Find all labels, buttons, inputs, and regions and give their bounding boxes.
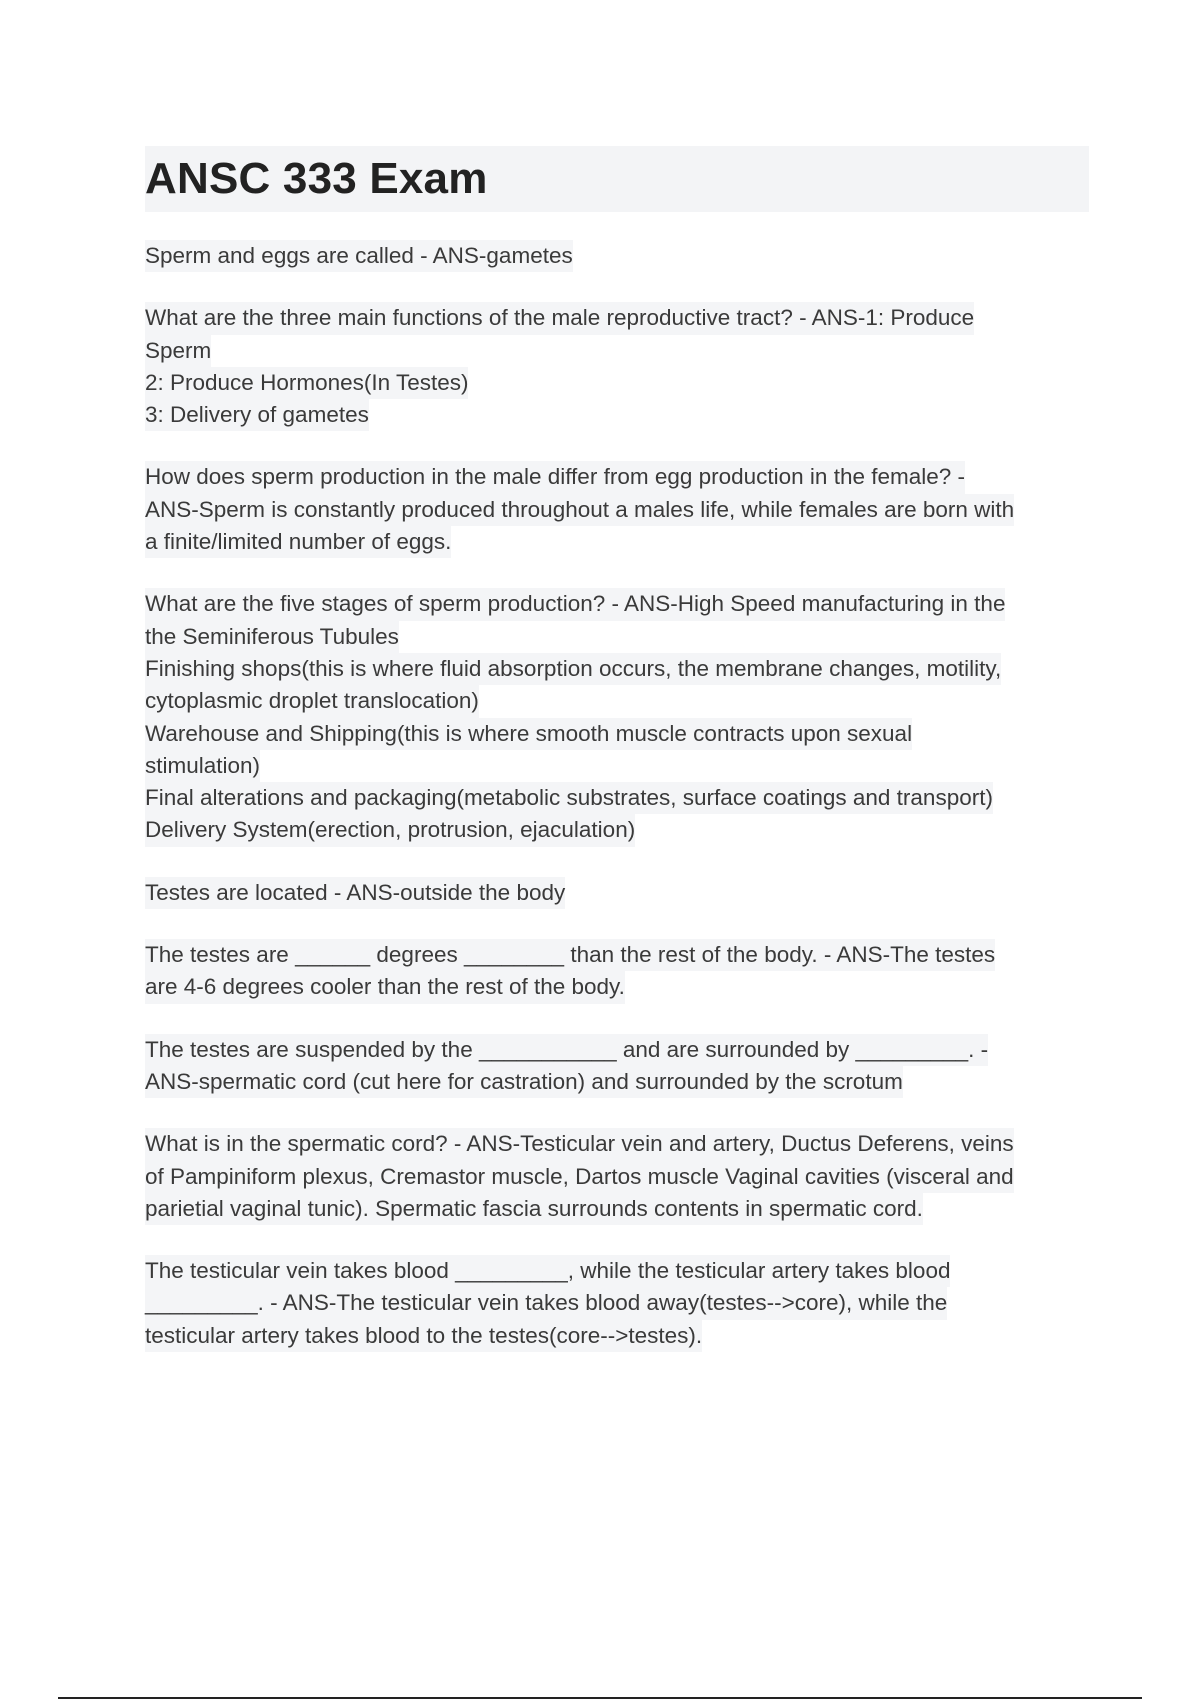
qa-line: the Seminiferous Tubules bbox=[145, 621, 399, 653]
qa-line: Testes are located - ANS-outside the body bbox=[145, 877, 565, 909]
qa-item bbox=[145, 1255, 1090, 1352]
qa-line: What are the three main functions of the male reproductive tract? - ANS-1: Produce bbox=[145, 302, 974, 334]
qa-line: ANS-spermatic cord (cut here for castration) and surrounded by the scrotum bbox=[145, 1066, 903, 1098]
page-bottom-rule bbox=[58, 1697, 1142, 1699]
qa-line: Warehouse and Shipping(this is where smooth muscle contracts upon sexual bbox=[145, 718, 912, 750]
title-banner bbox=[145, 146, 1089, 212]
qa-line: of Pampiniform plexus, Cremastor muscle, Dartos muscle Vaginal cavities (visceral and bbox=[145, 1161, 1014, 1193]
qa-item bbox=[145, 588, 1090, 846]
qa-item bbox=[145, 1128, 1090, 1225]
qa-item bbox=[145, 240, 1090, 272]
qa-line: Delivery System(erection, protrusion, ejaculation) bbox=[145, 814, 635, 846]
qa-line: The testes are ______ degrees ________ than the rest of the body. - ANS-The testes bbox=[145, 939, 995, 971]
qa-line: Finishing shops(this is where fluid absorption occurs, the membrane changes, motility, bbox=[145, 653, 1001, 685]
page-title: ANSC 333 Exam bbox=[145, 154, 488, 203]
qa-item bbox=[145, 1034, 1090, 1099]
qa-line: Sperm and eggs are called - ANS-gametes bbox=[145, 240, 573, 272]
qa-line: What is in the spermatic cord? - ANS-Testicular vein and artery, Ductus Deferens, veins bbox=[145, 1128, 1014, 1160]
qa-line: Sperm bbox=[145, 335, 211, 367]
qa-line: The testicular vein takes blood _________, while the testicular artery takes blood bbox=[145, 1255, 950, 1287]
qa-item bbox=[145, 461, 1090, 558]
qa-line: parietial vaginal tunic). Spermatic fascia surrounds contents in spermatic cord. bbox=[145, 1193, 923, 1225]
qa-line: 3: Delivery of gametes bbox=[145, 399, 369, 431]
qa-line: a finite/limited number of eggs. bbox=[145, 526, 451, 558]
qa-line: Final alterations and packaging(metabolic substrates, surface coatings and transport) bbox=[145, 782, 993, 814]
qa-item bbox=[145, 877, 1090, 909]
qa-line: _________. - ANS-The testicular vein takes blood away(testes-->core), while the bbox=[145, 1287, 947, 1319]
qa-line: ANS-Sperm is constantly produced throughout a males life, while females are born with bbox=[145, 494, 1014, 526]
qa-item bbox=[145, 939, 1090, 1004]
qa-line: How does sperm production in the male differ from egg production in the female? - bbox=[145, 461, 965, 493]
qa-line: 2: Produce Hormones(In Testes) bbox=[145, 367, 468, 399]
qa-line: The testes are suspended by the ___________ and are surrounded by _________. - bbox=[145, 1034, 988, 1066]
document-body bbox=[145, 240, 1090, 1382]
qa-line: stimulation) bbox=[145, 750, 260, 782]
qa-line: What are the five stages of sperm production? - ANS-High Speed manufacturing in the bbox=[145, 588, 1005, 620]
qa-line: cytoplasmic droplet translocation) bbox=[145, 685, 479, 717]
qa-item bbox=[145, 302, 1090, 431]
qa-line: are 4-6 degrees cooler than the rest of the body. bbox=[145, 971, 625, 1003]
qa-line: testicular artery takes blood to the testes(core-->testes). bbox=[145, 1320, 702, 1352]
